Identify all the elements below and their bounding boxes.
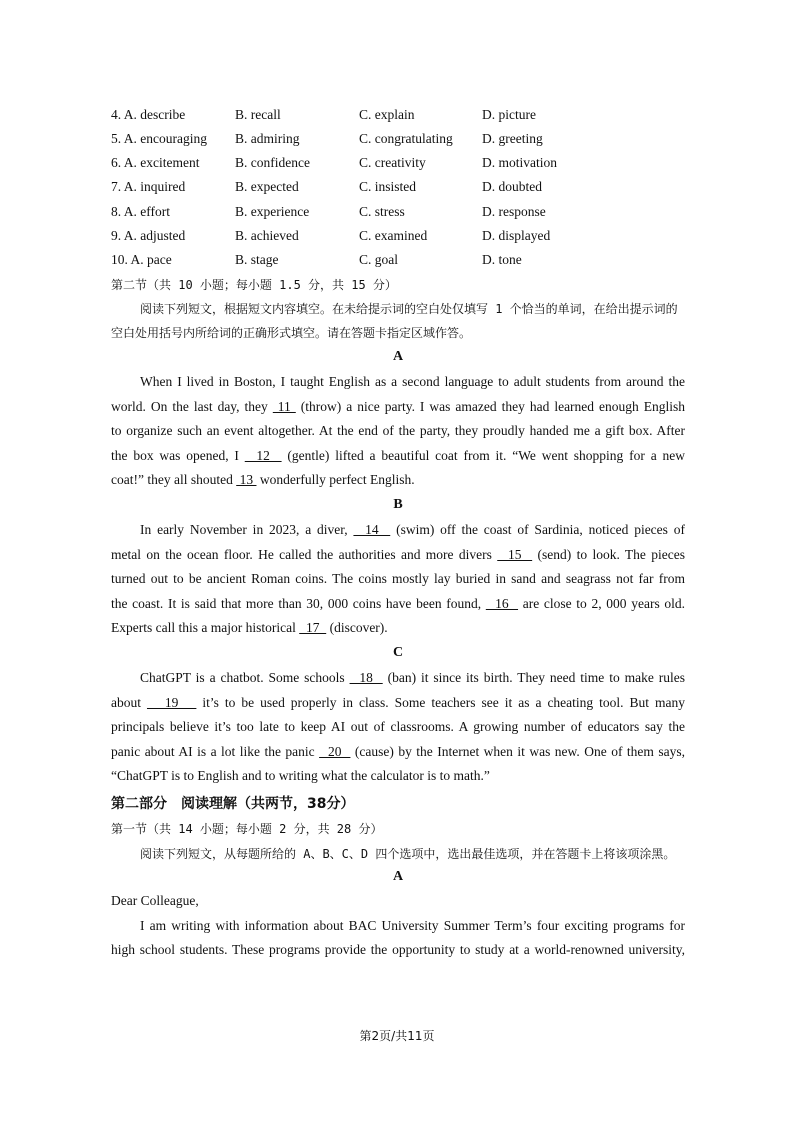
page-number: 第2页/共11页: [359, 1029, 435, 1043]
text-segment: (throw) a nice party. I was amazed they had learned enough English: [295, 398, 686, 414]
option-d: D. greeting: [482, 131, 543, 146]
passage-label: A: [392, 349, 404, 364]
passage-c: [111, 666, 685, 789]
option-d: D. doubted: [482, 179, 542, 194]
option-b: B. experience: [235, 204, 310, 219]
text-line: to organize such an event altogether. At the end of the party, they proudly handed me a gift box. After: [111, 423, 685, 438]
text-segment: (gentle) lifted a beautiful coat from it. “We went shopping for a new: [281, 447, 686, 463]
passage-label: C: [392, 645, 404, 660]
option-b: B. stage: [235, 252, 279, 267]
text-line: [111, 691, 685, 716]
text-segment: about: [111, 694, 147, 710]
option-b: B. confidence: [235, 155, 310, 170]
instruction-line: 阅读下列短文，根据短文内容填空。在未给提示词的空白处仅填写 1 个恰当的单词，在给出提示词的: [140, 302, 678, 316]
text-segment: panic about AI is a lot like the panic: [111, 743, 320, 759]
option-a: 8. A. effort: [111, 204, 170, 219]
text-segment: ChatGPT is a chatbot. Some schools: [140, 670, 350, 685]
text-segment: (cause) by the Internet when it was new. One of them says,: [350, 743, 685, 759]
text-segment: Experts call this a major historical: [111, 620, 300, 635]
text-segment: coat!” they all shouted: [111, 472, 237, 487]
text-line: [111, 468, 685, 493]
blank-19: 19: [146, 694, 197, 710]
blank-17: 17: [299, 620, 327, 635]
option-c: C. examined: [359, 228, 428, 243]
part-heading: 第二部分 阅读理解（共两节，38分）: [111, 796, 355, 812]
option-c: C. goal: [359, 252, 398, 267]
text-segment: (ban) it since its birth. They need time to make rules: [382, 670, 685, 685]
instruction-line: 阅读下列短文，从每题所给的 A、B、C、D 四个选项中，选出最佳选项，并在答题卡上将该项涂黑。: [140, 847, 676, 861]
option-b: B. admiring: [235, 131, 300, 146]
option-d: D. response: [482, 204, 546, 219]
text-line: I am writing with information about BAC University Summer Term’s four exciting programs for: [140, 917, 685, 933]
text-line: [111, 666, 685, 691]
text-line: [111, 518, 685, 543]
text-line: [111, 543, 685, 568]
text-line: [111, 592, 685, 617]
text-segment: world. On the last day, they: [111, 398, 273, 414]
letter: [111, 889, 685, 963]
blank-18: 18: [349, 670, 383, 685]
text-segment: In early November in 2023, a diver,: [140, 522, 354, 537]
passage-a: [111, 370, 685, 493]
text-line: [111, 740, 685, 765]
text-segment: (discover).: [326, 620, 388, 635]
blank-11: 11: [272, 398, 296, 414]
option-a: 10. A. pace: [111, 252, 172, 267]
option-b: B. expected: [235, 179, 299, 194]
text-segment: it’s to be used properly in class. Some teachers see it as a cheating tool. But many: [196, 694, 685, 710]
section-heading: 第二节（共 10 小题；每小题 1.5 分，共 15 分）: [111, 278, 397, 292]
passage-b: [111, 518, 685, 641]
option-c: C. creativity: [359, 155, 426, 170]
text-line: [111, 395, 685, 420]
option-d: D. motivation: [482, 155, 557, 170]
section-heading: 第一节（共 14 小题；每小题 2 分，共 28 分）: [111, 822, 383, 836]
text-segment: the box was opened, I: [111, 447, 245, 463]
option-d: D. picture: [482, 107, 536, 122]
text-segment: are close to 2, 000 years old.: [518, 595, 686, 611]
option-d: D. tone: [482, 252, 522, 267]
instruction-line: 空白处用括号内所给词的正确形式填空。请在答题卡指定区域作答。: [111, 326, 472, 340]
text-segment: the coast. It is said that more than 30, 000 coins have been found,: [111, 595, 486, 611]
text-line: [111, 616, 685, 641]
blank-14: 14: [353, 522, 391, 537]
text-line: When I lived in Boston, I taught English as a second language to adult students from around the: [140, 374, 685, 389]
option-a: 7. A. inquired: [111, 179, 186, 194]
greeting: Dear Colleague,: [111, 893, 199, 908]
option-b: B. recall: [235, 107, 281, 122]
option-c: C. insisted: [359, 179, 417, 194]
option-b: B. achieved: [235, 228, 299, 243]
option-c: C. stress: [359, 204, 405, 219]
text-segment: wonderfully perfect English.: [256, 472, 415, 487]
blank-13: 13: [236, 472, 257, 487]
option-d: D. displayed: [482, 228, 551, 243]
blank-15: 15: [497, 546, 533, 562]
option-a: 4. A. describe: [111, 107, 186, 122]
text-line: principals believe it’s too late to keep AI out of classrooms. A growing number of educators say the: [111, 719, 685, 734]
option-a: 6. A. excitement: [111, 155, 200, 170]
passage-label: B: [393, 497, 403, 512]
text-line: [111, 444, 685, 469]
option-a: 5. A. encouraging: [111, 131, 207, 146]
option-c: C. congratulating: [359, 131, 453, 146]
blank-20: 20: [319, 743, 351, 759]
text-line: high school students. These programs provide the opportunity to study at a world-renowned university,: [111, 942, 685, 957]
passage-label: A: [392, 869, 404, 884]
text-line: “ChatGPT is to English and to writing what the calculator is to math.”: [111, 768, 490, 783]
text-segment: metal on the ocean floor. He called the authorities and more divers: [111, 546, 498, 562]
text-segment: (send) to look. The pieces: [532, 546, 686, 562]
text-line: turned out to be ancient Roman coins. The coins mostly lay buried in sand and seagrass not far from: [111, 571, 685, 586]
option-a: 9. A. adjusted: [111, 228, 186, 243]
blank-12: 12: [244, 447, 282, 463]
blank-16: 16: [485, 595, 519, 611]
option-c: C. explain: [359, 107, 415, 122]
text-segment: (swim) off the coast of Sardinia, noticed pieces of: [390, 522, 685, 537]
